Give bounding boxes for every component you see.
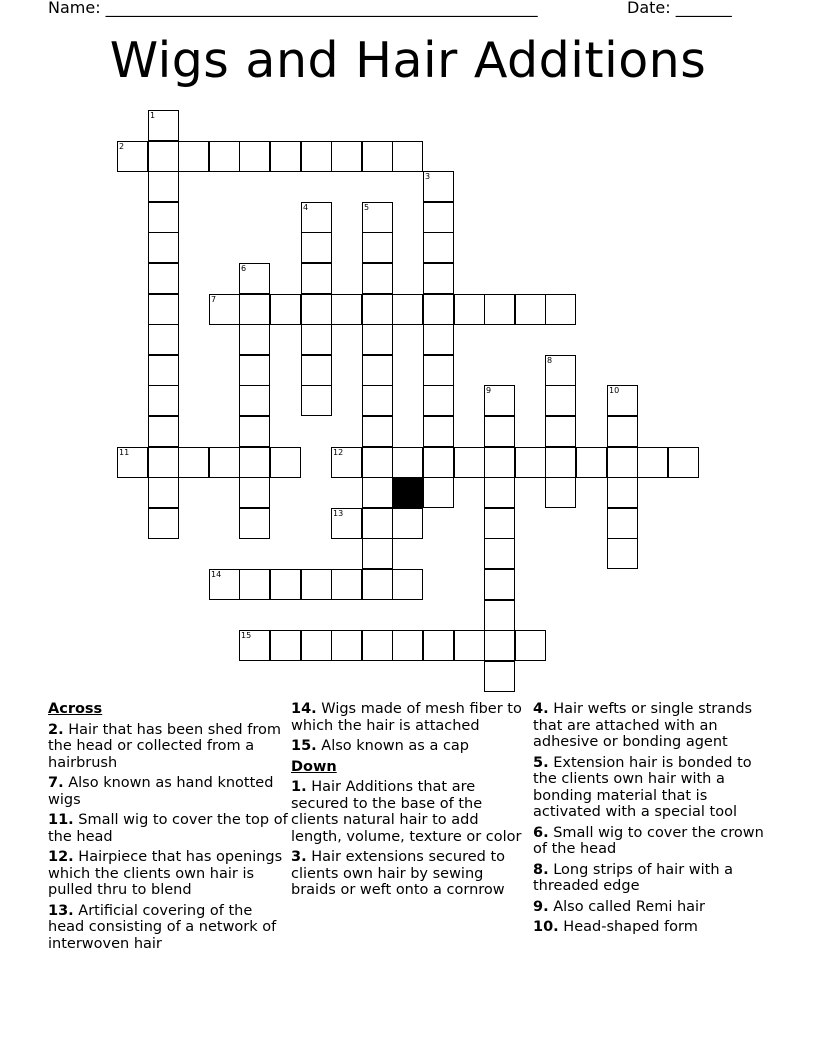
clue-across-12: 12. Hairpiece that has openings which the clients own hair is pulled thru to blend bbox=[48, 849, 283, 898]
cell-number: 3 bbox=[425, 172, 431, 181]
grid-cell[interactable] bbox=[423, 263, 454, 294]
grid-cell[interactable] bbox=[484, 447, 515, 478]
grid-cell[interactable] bbox=[637, 447, 668, 478]
grid-cell[interactable] bbox=[148, 385, 179, 416]
grid-cell[interactable] bbox=[301, 263, 332, 294]
grid-cell[interactable] bbox=[423, 324, 454, 355]
clue-down-4: 4. Hair wefts or single strands that are attached with an adhesive or bonding agent bbox=[533, 701, 753, 750]
grid-cell[interactable] bbox=[239, 141, 270, 172]
grid-cell[interactable] bbox=[607, 447, 638, 478]
grid-cell[interactable] bbox=[484, 661, 515, 692]
grid-cell[interactable] bbox=[362, 202, 393, 233]
clue-column-2 bbox=[291, 701, 529, 903]
clue-across-13: 13. Artificial covering of the head consisting of a network of interwoven hair bbox=[48, 902, 277, 952]
grid-cell[interactable] bbox=[301, 630, 332, 661]
grid-cell[interactable] bbox=[545, 416, 576, 447]
clue-column-1 bbox=[48, 701, 288, 956]
grid-cell[interactable] bbox=[148, 232, 179, 263]
grid-cell[interactable] bbox=[362, 385, 393, 416]
grid-cell[interactable] bbox=[515, 630, 546, 661]
grid-cell[interactable] bbox=[545, 447, 576, 478]
page-title: Wigs and Hair Additions bbox=[109, 32, 707, 89]
grid-cell[interactable] bbox=[362, 447, 393, 478]
grid-cell[interactable] bbox=[239, 569, 270, 600]
grid-cell[interactable] bbox=[239, 508, 270, 539]
across-heading: Across bbox=[48, 701, 103, 717]
cell-number: 15 bbox=[241, 631, 252, 640]
grid-cell[interactable] bbox=[362, 569, 393, 600]
name-field[interactable]: Name: ______________________________________________________ bbox=[48, 0, 538, 17]
grid-cell[interactable] bbox=[423, 232, 454, 263]
grid-cell[interactable] bbox=[270, 630, 301, 661]
grid-cell[interactable] bbox=[362, 416, 393, 447]
clue-across-11: 11. Small wig to cover the top of the head bbox=[48, 812, 288, 845]
grid-cell[interactable] bbox=[209, 141, 240, 172]
grid-cell[interactable] bbox=[301, 232, 332, 263]
grid-cell[interactable] bbox=[362, 232, 393, 263]
grid-cell[interactable] bbox=[209, 447, 240, 478]
grid-cell[interactable] bbox=[148, 263, 179, 294]
grid-cell[interactable] bbox=[515, 294, 546, 325]
clue-down-8: 8. Long strips of hair with a threaded edge bbox=[533, 861, 734, 894]
grid-cell[interactable] bbox=[423, 171, 454, 202]
grid-cell[interactable] bbox=[148, 447, 179, 478]
cell-number: 7 bbox=[211, 295, 217, 304]
grid-cell[interactable] bbox=[362, 355, 393, 386]
grid-cell[interactable] bbox=[270, 294, 301, 325]
cell-number: 14 bbox=[211, 570, 222, 579]
grid-cell[interactable] bbox=[148, 294, 179, 325]
grid-cell[interactable] bbox=[148, 508, 179, 539]
grid-cell[interactable] bbox=[607, 538, 638, 569]
grid-cell[interactable] bbox=[545, 385, 576, 416]
clue-down-9: 9. Also called Remi hair bbox=[533, 898, 706, 915]
grid-cell[interactable] bbox=[148, 477, 179, 508]
grid-cell[interactable] bbox=[423, 355, 454, 386]
grid-cell[interactable] bbox=[545, 477, 576, 508]
grid-cell[interactable] bbox=[423, 416, 454, 447]
grid-cell[interactable] bbox=[331, 294, 362, 325]
grid-cell[interactable] bbox=[148, 324, 179, 355]
grid-cell[interactable] bbox=[392, 630, 423, 661]
black-square bbox=[392, 477, 423, 508]
cell-number: 10 bbox=[609, 386, 620, 395]
clue-down-6: 6. Small wig to cover the crown of the head bbox=[533, 824, 764, 857]
grid-cell[interactable] bbox=[331, 569, 362, 600]
grid-cell[interactable] bbox=[301, 202, 332, 233]
grid-cell[interactable] bbox=[301, 294, 332, 325]
date-field[interactable]: Date: _______ bbox=[627, 0, 732, 17]
grid-cell[interactable] bbox=[362, 141, 393, 172]
grid-cell[interactable] bbox=[362, 263, 393, 294]
grid-cell[interactable] bbox=[668, 447, 699, 478]
grid-cell[interactable] bbox=[270, 141, 301, 172]
cell-number: 8 bbox=[547, 356, 553, 365]
grid-cell[interactable] bbox=[484, 508, 515, 539]
grid-cell[interactable] bbox=[545, 294, 576, 325]
grid-cell[interactable] bbox=[239, 324, 270, 355]
grid-cell[interactable] bbox=[362, 324, 393, 355]
grid-cell[interactable] bbox=[484, 385, 515, 416]
grid-cell[interactable] bbox=[331, 508, 362, 539]
grid-cell[interactable] bbox=[423, 477, 454, 508]
clue-column-3 bbox=[533, 701, 773, 940]
grid-cell[interactable] bbox=[209, 569, 240, 600]
clue-across-7: 7. Also known as hand knotted wigs bbox=[48, 775, 274, 808]
grid-cell[interactable] bbox=[270, 447, 301, 478]
grid-cell[interactable] bbox=[484, 630, 515, 661]
grid-cell[interactable] bbox=[362, 477, 393, 508]
grid-cell[interactable] bbox=[423, 294, 454, 325]
cell-number: 4 bbox=[303, 203, 309, 212]
grid-cell[interactable] bbox=[239, 355, 270, 386]
grid-cell[interactable] bbox=[178, 447, 209, 478]
grid-cell[interactable] bbox=[239, 447, 270, 478]
grid-cell[interactable] bbox=[607, 508, 638, 539]
grid-cell[interactable] bbox=[423, 447, 454, 478]
clue-across-2: 2. Hair that has been shed from the head or collected from a hairbrush bbox=[48, 721, 281, 771]
clue-down-3: 3. Hair extensions secured to clients own hair by sewing braids or weft onto a cornrow bbox=[291, 849, 506, 898]
clue-across-15: 15. Also known as a cap bbox=[291, 738, 470, 754]
grid-cell[interactable] bbox=[484, 416, 515, 447]
grid-cell[interactable] bbox=[423, 385, 454, 416]
grid-cell[interactable] bbox=[484, 600, 515, 631]
grid-cell[interactable] bbox=[117, 447, 148, 478]
grid-cell[interactable] bbox=[576, 447, 607, 478]
grid-cell[interactable] bbox=[117, 141, 148, 172]
grid-cell[interactable] bbox=[239, 385, 270, 416]
grid-cell[interactable] bbox=[362, 294, 393, 325]
clue-down-5: 5. Extension hair is bonded to the clients own hair with a bonding material that is activated with a special tool bbox=[533, 754, 752, 820]
grid-cell[interactable] bbox=[270, 569, 301, 600]
cell-number: 5 bbox=[364, 203, 370, 212]
grid-cell[interactable] bbox=[301, 569, 332, 600]
grid-cell[interactable] bbox=[239, 263, 270, 294]
clue-down-10: 10. Head-shaped form bbox=[533, 919, 698, 935]
cell-number: 9 bbox=[486, 386, 492, 395]
grid-cell[interactable] bbox=[484, 538, 515, 569]
grid-cell[interactable] bbox=[301, 385, 332, 416]
cell-number: 6 bbox=[241, 264, 247, 273]
grid-cell[interactable] bbox=[331, 630, 362, 661]
grid-cell[interactable] bbox=[301, 355, 332, 386]
grid-cell[interactable] bbox=[148, 171, 179, 202]
grid-cell[interactable] bbox=[239, 477, 270, 508]
down-heading: Down bbox=[291, 758, 337, 775]
grid-cell[interactable] bbox=[362, 508, 393, 539]
grid-cell[interactable] bbox=[423, 630, 454, 661]
cell-number: 12 bbox=[333, 448, 344, 457]
grid-cell[interactable] bbox=[148, 141, 179, 172]
grid-cell[interactable] bbox=[209, 294, 240, 325]
grid-cell[interactable] bbox=[484, 477, 515, 508]
grid-cell[interactable] bbox=[239, 294, 270, 325]
grid-cell[interactable] bbox=[178, 141, 209, 172]
grid-cell[interactable] bbox=[423, 202, 454, 233]
grid-cell[interactable] bbox=[331, 141, 362, 172]
cell-number: 11 bbox=[119, 448, 130, 457]
grid-cell[interactable] bbox=[301, 324, 332, 355]
grid-cell[interactable] bbox=[392, 294, 423, 325]
grid-cell[interactable] bbox=[545, 355, 576, 386]
grid-cell[interactable] bbox=[301, 141, 332, 172]
clue-across-14: 14. Wigs made of mesh fiber to which the hair is attached bbox=[291, 701, 522, 734]
grid-cell[interactable] bbox=[607, 416, 638, 447]
grid-cell[interactable] bbox=[392, 569, 423, 600]
cell-number: 1 bbox=[150, 111, 156, 120]
grid-cell[interactable] bbox=[484, 294, 515, 325]
grid-cell[interactable] bbox=[362, 538, 393, 569]
grid-cell[interactable] bbox=[148, 355, 179, 386]
grid-cell[interactable] bbox=[392, 508, 423, 539]
grid-cell[interactable] bbox=[362, 630, 393, 661]
grid-cell[interactable] bbox=[392, 141, 423, 172]
grid-cell[interactable] bbox=[607, 477, 638, 508]
grid-cell[interactable] bbox=[148, 202, 179, 233]
grid-cell[interactable] bbox=[607, 385, 638, 416]
grid-cell[interactable] bbox=[239, 416, 270, 447]
grid-cell[interactable] bbox=[331, 447, 362, 478]
grid-cell[interactable] bbox=[148, 416, 179, 447]
clue-down-1: 1. Hair Additions that are secured to the base of the clients natural hair to add length, volume, texture or color bbox=[291, 779, 522, 845]
grid-cell[interactable] bbox=[454, 447, 485, 478]
cell-number: 13 bbox=[333, 509, 344, 518]
grid-cell[interactable] bbox=[454, 294, 485, 325]
grid-cell[interactable] bbox=[392, 447, 423, 478]
grid-cell[interactable] bbox=[239, 630, 270, 661]
grid-cell[interactable] bbox=[515, 447, 546, 478]
grid-cell[interactable] bbox=[148, 110, 179, 141]
cell-number: 2 bbox=[119, 142, 125, 151]
grid-cell[interactable] bbox=[484, 569, 515, 600]
grid-cell[interactable] bbox=[454, 630, 485, 661]
